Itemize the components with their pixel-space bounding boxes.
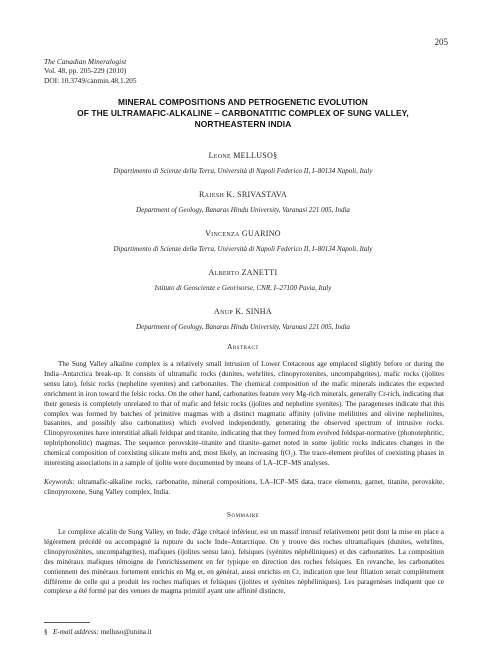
footnote-email[interactable]: melluso@unina.it (100, 628, 152, 636)
paper-title (30, 97, 456, 130)
journal-volume: Vol. 48, pp. 205-229 (2010) (44, 66, 127, 76)
footnote-label: E-mail address: (52, 628, 99, 636)
author-block (40, 229, 446, 254)
author-name: Anup K. SINHA (214, 307, 272, 316)
author-block (40, 268, 446, 293)
sommaire-heading: Sommaire (226, 510, 260, 519)
journal-name: The Canadian Mineralogist (44, 57, 127, 66)
abstract-heading: Abstract (227, 342, 259, 351)
keywords-label: Keywords: (44, 478, 75, 486)
sommaire-text: Le complexe alcalin de Sung Valley, en Inde, d'âge crétacé inférieur, est un massif intrusif relativement petit dont la mise en place a légèrement précédé ou accompagné la rupture du socle Inde–Antarctique. On y trouve des roches ultramafiques (dunites, wehrlites, clinopyroxénites, uncompahgrites), mafiques (ijolites sensu lato), felsiques (syénites néphéliniques) et des carbonatites. La composition des minéraux mafiques témoigne de l'enrichissement en fer typique en direction des roches felsiques. En revanche, les carbonatites contiennent des minéraux fortement enrichis en Mg et, en général, aussi enrichis en Cr, indication que leur filiation serait complètement différente de celle qui a produit les roches mafiques et felsiques (ijolites et syénites néphéliniques). Les paragenèses indiquent que ce complexe a été formé par des venues de magma primitif ayant une affinité distincte, (44, 528, 444, 596)
author-affiliation: Dipartimento di Scienze della Terra, Università di Napoli Federico II, I–80134 Napoli, Italy (113, 245, 373, 253)
title-line: OF THE ULTRAMAFIC-ALKALINE – CARBONATITIC COMPLEX OF SUNG VALLEY, (77, 108, 409, 118)
keywords (44, 478, 444, 498)
footnote-marker: § (44, 628, 48, 636)
author-affiliation: Department of Geology, Banaras Hindu University, Varanasi 221 005, India (136, 206, 350, 214)
keywords-text: ultramafic-alkaline rocks, carbonatite, mineral compositions, LA–ICP–MS data, trace elements, garnet, titanite, perovskite, clinopyroxene, Sung Valley complex, India. (44, 478, 444, 496)
author-name: Vincenza GUARINO (205, 229, 281, 238)
author-name: Rajesh K. SRIVASTAVA (198, 190, 288, 199)
footnote-rule (44, 622, 90, 623)
author-affiliation: Department of Geology, Banaras Hindu University, Varanasi 221 005, India (136, 323, 350, 331)
journal-doi: DOI: 10.3749/canmin.48.1.205 (44, 75, 137, 85)
author-affiliation: Istituto di Geoscienze e Georisorse, CNR, I–27100 Pavia, Italy (154, 284, 332, 292)
abstract-text: The Sung Valley alkaline complex is a relatively small intrusion of Lower Cretaceous age emplaced slightly before or during the India–Antarctica break-up. It consists of ultramafic rocks (dunites, wehrlites, clinopyroxenites, uncompahgrites), mafic rocks (ijolites sensu lato), felsic rocks (nepheline syenites) and carbonatites. The chemical composition of the mafic minerals indicates the expected enrichment in iron toward the felsic rocks. On the other hand, carbonatites feature very Mg-rich minerals, generally Cr-rich, indicating that their genesis is completely unrelated to that of mafic and felsic rocks (ijolites and nepheline syenites). The parageneses indicate that this complex was formed by batches of primitive magmas with a distinct magmatic affinity (olivine melilitites and olivine nephelinites, basanites, and possibly also carbonatites) which evolved independently, generating the observed spectrum of intrusive rocks. Clinopyroxenites have interstitial alkali feldspar and titanite, indicating that they formed from evolved feldspar-normative (phonotephritic, tephriphonolitic) magmas. The sequence perovskite–titanite and titanite–garnet noted in some ijolitic rocks indicates changes in the chemical composition of coexisting silicate melts and, most likely, an increasing f(O₂). The trace-element profiles of coexisting phases in interesting associations in a sample of ijolite were documented by means of LA–ICP–MS analyses. (44, 360, 444, 468)
title-line: NORTHEASTERN INDIA (194, 119, 292, 129)
author-affiliation: Dipartimento di Scienze della Terra, Università di Napoli Federico II, I–80134 Napoli, Italy (113, 167, 373, 175)
author-list (40, 151, 446, 346)
footnote (44, 628, 152, 636)
journal-info (44, 57, 137, 85)
author-block (40, 307, 446, 332)
author-name: Alberto ZANETTI (208, 268, 278, 277)
author-block (40, 190, 446, 215)
title-line: MINERAL COMPOSITIONS AND PETROGENETIC EVOLUTION (118, 97, 368, 107)
author-name: Leone MELLUSO§ (208, 151, 278, 160)
author-block (40, 151, 446, 176)
page-number: 205 (434, 37, 448, 47)
